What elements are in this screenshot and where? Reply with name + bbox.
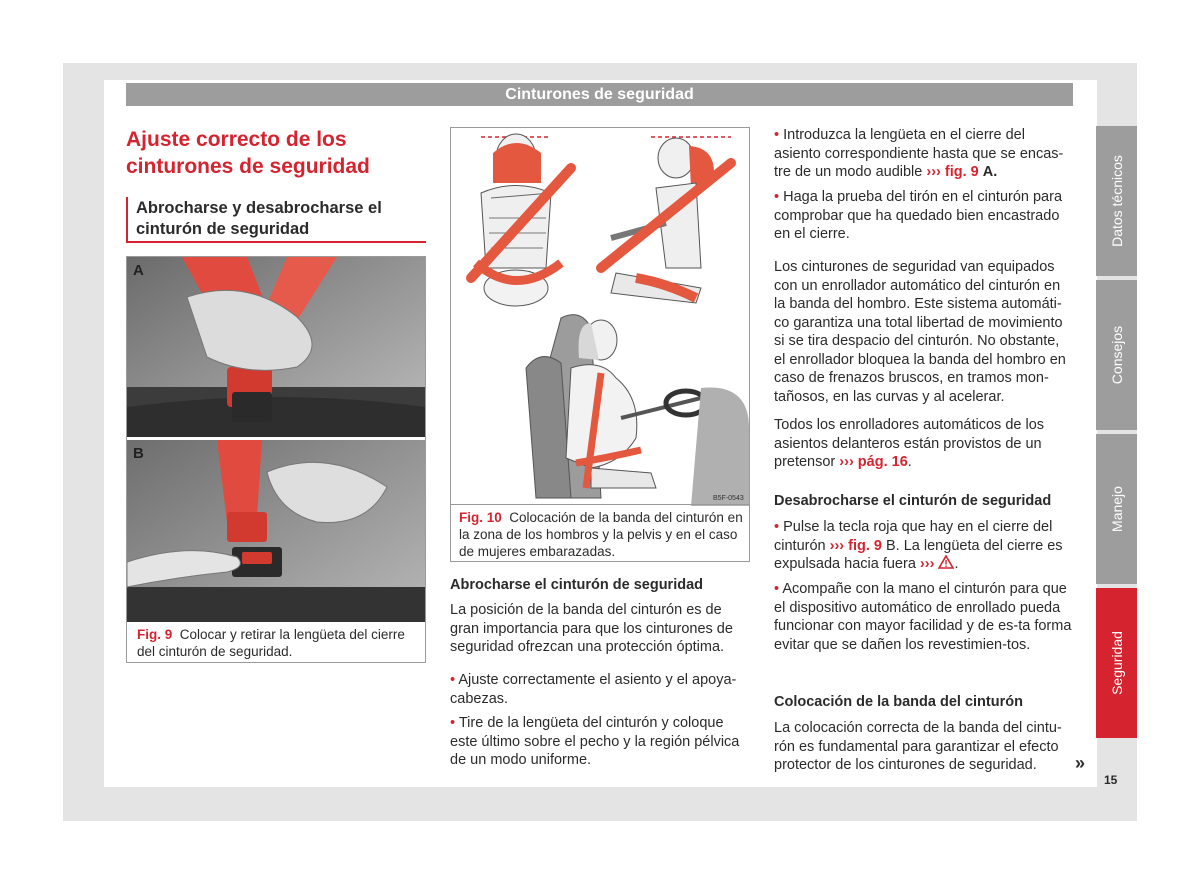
bullet-icon: • [450, 715, 456, 731]
figure-9-illustration [127, 257, 425, 662]
tab-seguridad[interactable] [1096, 588, 1137, 738]
bullet-icon: • [774, 189, 780, 205]
tab-label: Manejo [1108, 486, 1125, 532]
tab-manejo[interactable] [1096, 434, 1137, 584]
figure-9-caption [137, 626, 419, 660]
paragraph-pretensor-end: . [907, 454, 912, 470]
bullet-tire-text: Tire de la lengüeta del cinturón y coloque este último sobre el pecho y la región pélvica de un modo uniforme. [450, 715, 740, 768]
bullet-prueba-text: Haga la prueba del tirón en el cinturón para comprobar que ha quedado bien encastrado en el cierre. [774, 189, 1063, 242]
figure-10-caption-number: Fig. 10 [459, 510, 502, 525]
continue-icon: » [1075, 753, 1086, 773]
figure-9-code: B5F-0542 [389, 614, 420, 621]
panel-label-b: B [133, 445, 144, 462]
section-title: Ajuste correcto de los cinturones de seguridad [126, 128, 370, 178]
paragraph-pretensor [774, 416, 1074, 472]
bullet-pulse [774, 518, 1074, 574]
heading-desabrocharse: Desabrocharse el cinturón de seguridad [774, 493, 1052, 509]
figure-10-caption [459, 509, 743, 560]
bullet-pulse-text: Pulse la tecla roja que hay en el cierre del cinturón [774, 519, 1053, 554]
bullet-icon: • [450, 672, 456, 688]
figure-9-caption-number: Fig. 9 [137, 627, 173, 642]
tab-label: Datos técnicos [1108, 155, 1125, 247]
bullet-prueba [774, 188, 1074, 244]
figure-9-reference[interactable]: ››› fig. 9 [829, 537, 882, 554]
section-subtitle: Abrocharse y desabrocharse el cinturón de seguridad [126, 197, 426, 243]
tab-label: Seguridad [1108, 631, 1125, 695]
bullet-ajuste [450, 671, 750, 708]
bullet-tire [450, 714, 750, 770]
figure-10 [450, 127, 750, 562]
panel-label-a: A [133, 262, 144, 279]
figure-10-caption-text: Colocación de la banda del cinturón en la zona de los hombros y la pelvis y en el caso de mujeres embarazadas. [459, 510, 743, 559]
bullet-introduzca-end: A. [982, 164, 998, 180]
figure-9-caption-text: Colocar y retirar la lengüeta del cierre del cinturón de seguridad. [137, 627, 405, 659]
chapter-header: Cinturones de seguridad [126, 83, 1073, 106]
tab-label: Consejos [1108, 325, 1125, 385]
bullet-introduzca-text: Introduzca la lengüeta en el cierre del asiento correspondiente hasta que se encas-tre de un modo audible [774, 127, 1064, 180]
bullet-ajuste-text: Ajuste correctamente el asiento y el apoya-cabezas. [450, 672, 737, 707]
page-16-reference[interactable]: ››› pág. 16 [839, 454, 908, 470]
heading-abrocharse: Abrocharse el cinturón de seguridad [450, 577, 703, 593]
figure-9-reference[interactable]: ››› fig. 9 [926, 164, 979, 180]
warning-reference[interactable]: ››› [919, 556, 935, 572]
paragraph-intro: La posición de la banda del cinturón es de gran importancia para que los cinturones de seguridad ofrezcan una protección óptima. [450, 602, 733, 655]
bullet-icon: • [774, 127, 780, 143]
bullet-pulse-end: . [954, 556, 959, 572]
bullet-acompane [774, 580, 1074, 654]
figure-9 [126, 256, 426, 663]
bullet-pulse-text-2: B. La lengüeta del cierre es expulsada hacia fuera [774, 537, 1063, 572]
paragraph-colocacion: La colocación correcta de la banda del cintu-rón es fundamental para garantizar el efecto protector de los cinturones de seguridad. [774, 720, 1062, 773]
tab-datos-tecnicos[interactable] [1096, 126, 1137, 276]
page-number: 15 [1104, 773, 1118, 787]
bullet-icon: • [774, 519, 780, 535]
figure-10-divider [451, 504, 749, 505]
warning-icon [938, 555, 954, 569]
paragraph-pretensor-text: Todos los enrolladores automáticos de los asientos delanteros están provistos de un pretensor [774, 417, 1045, 470]
bullet-acompane-text: Acompañe con la mano el cinturón para que el dispositivo automático de enrollado pueda funcionar con mayor facilidad y de es-ta forma evitar que se dañen los revestimien-tos. [774, 581, 1072, 653]
bullet-introduzca [774, 126, 1074, 182]
tab-consejos[interactable] [1096, 280, 1137, 430]
figure-10-illustration [451, 128, 749, 506]
bullet-icon: • [774, 581, 780, 597]
figure-10-code: B5F-0543 [713, 495, 744, 502]
heading-colocacion: Colocación de la banda del cinturón [774, 694, 1023, 710]
paragraph-enrollador: Los cinturones de seguridad van equipados con un enrollador automático del cinturón en la banda del hombro. Este sistema automáti-co garantiza una total libertad de movimiento si se tira despacio del cinturón. No obstante, el enrollador bloquea la banda del hombro en caso de frenazos bruscos, en tramos mon-tañosos, en las curvas y al acelerar. [774, 259, 1066, 405]
